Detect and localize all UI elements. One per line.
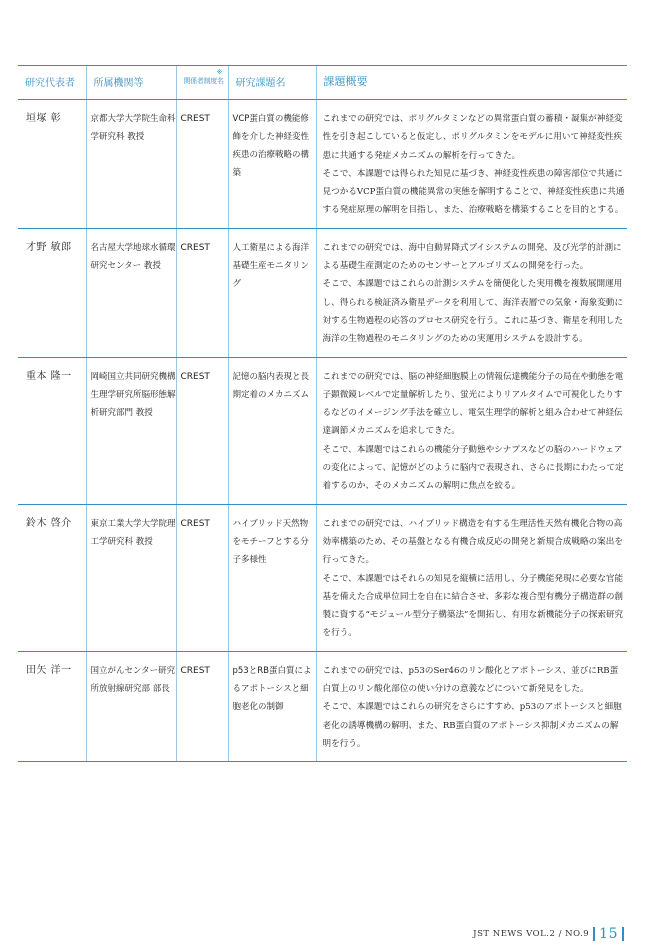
project-title-cell: p53とRB蛋白質によるアポトーシスと細胞老化の制御 [228, 651, 316, 761]
table-header-row [18, 66, 627, 100]
header-summary: 課題概要 [316, 66, 627, 100]
table-row [18, 100, 627, 229]
header-system [176, 66, 228, 100]
header-institution: 所属機関等 [86, 66, 176, 100]
summary-cell [316, 228, 627, 357]
researcher-name: 鈴木 啓介 [18, 504, 86, 651]
summary-paragraph: これまでの研究では、海中自動昇降式ブイシステムの開発、及び光学的計測による基礎生産測定のためのセンサーとアルゴリズムの開発を行った。 [322, 242, 622, 272]
page-number: 15 [599, 926, 618, 942]
page-footer [473, 926, 628, 942]
footer-divider [593, 927, 595, 941]
summary-paragraph: これまでの研究では、ハイブリッド構造を有する生理活性天然有機化合物の高効率構築のため、その基盤となる有機合成反応の開発と新規合成戦略の案出を行ってきた。 [322, 518, 623, 566]
summary-cell [316, 651, 627, 761]
summary-paragraph: そこで、本課題ではそれらの知見を縦横に活用し、分子機能発現に必要な官能基を備えた合成単位同士を自在に結合させ、多彩な複合型有機分子構造群の創製に資する“モジュール型分子構築法”を開拓し、有用な新機能分子の探索研究を行う。 [322, 573, 624, 639]
research-projects-table [18, 65, 627, 762]
table-row [18, 651, 627, 761]
institution-cell: 国立がんセンター研究所放射線研究部 部長 [86, 651, 176, 761]
institution-cell: 岡崎国立共同研究機構生理学研究所脳形態解析研究部門 教授 [86, 357, 176, 504]
project-title-cell: 記憶の脳内表現と長期定着のメカニズム [228, 357, 316, 504]
system-cell: CREST [176, 504, 228, 651]
summary-paragraph: そこで、本課題ではこれらの計測システムを簡便化した実用機を複数展開運用し、得られる検証済み衛星データを利用して、海洋表層での気象・海象変動に対する生物過程の応答のプロセス研究を行う。これに基づき、衛星を利用した海洋の生物過程のモニタリングのための実運用システムを設計する。 [322, 279, 624, 345]
researcher-name: 才野 敏郎 [18, 228, 86, 357]
header-project-title: 研究課題名 [228, 66, 316, 100]
researcher-name: 垣塚 彰 [18, 100, 86, 229]
summary-cell [316, 504, 627, 651]
system-cell: CREST [176, 100, 228, 229]
system-cell: CREST [176, 357, 228, 504]
summary-paragraph: そこで、本課題ではこれらの研究をさらにすすめ、p53のアポトーシスと細胞老化の誘導機構の解明、また、RB蛋白質のアポトーシス抑制メカニズムの解明を行う。 [322, 702, 622, 749]
summary-paragraph: これまでの研究では、脳の神経細胞膜上の情報伝達機能分子の局在や動態を電子顕微鏡レベルで定量解析したり、蛍光によりリアルタイムで可視化したりするなどのイメージング手法を確立し、電気生理学的解析と組み合わせて神経伝達調節メカニズムを追求してきた。 [322, 371, 624, 437]
summary-paragraph: これまでの研究では、p53のSer46のリン酸化とアポトーシス、並びにRB蛋白質上のリン酸化部位の使い分けの意義などについて新発見をした。 [322, 665, 619, 695]
institution-cell: 名古屋大学地球水循環研究センター 教授 [86, 228, 176, 357]
researcher-name: 田矢 洋一 [18, 651, 86, 761]
institution-cell: 京都大学大学院生命科学研究科 教授 [86, 100, 176, 229]
summary-cell [316, 100, 627, 229]
table-row [18, 228, 627, 357]
header-system-label: 関係者制度名 [183, 77, 224, 85]
header-system-note: ※ [216, 68, 223, 76]
table-row [18, 357, 627, 504]
summary-cell [316, 357, 627, 504]
institution-cell: 東京工業大学大学院理工学研究科 教授 [86, 504, 176, 651]
summary-paragraph: そこで、本課題では得られた知見に基づき、神経変性疾患の障害部位で共通に見つかるVCP蛋白質の機能異常の実態を解明することで、神経変性疾患に共通する発症原理の解明を目指し、また、治療戦略を構築することを目的とする。 [322, 168, 625, 216]
project-title-cell: 人工衛星による海洋基礎生産モニタリング [228, 228, 316, 357]
publication-label: JST NEWS VOL.2 / NO.9 [473, 929, 590, 939]
footer-divider [622, 927, 624, 941]
summary-paragraph: そこで、本課題ではこれらの機能分子動態やシナプスなどの脳のハードウェアの変化によって、記憶がどのように脳内で表現され、さらに長期にわたって定着するのか、そのメカニズムの解明に焦点を絞る。 [322, 444, 624, 492]
summary-paragraph: これまでの研究では、ポリグルタミンなどの異常蛋白質の蓄積・凝集が神経変性を引き起こしていると仮定し、ポリグルタミンをモデルに用いて神経変性疾患に共通する発症メカニズムの解析を行ってきた。 [322, 114, 623, 161]
researcher-name: 重本 隆一 [18, 357, 86, 504]
system-cell: CREST [176, 228, 228, 357]
project-title-cell: VCP蛋白質の機能修飾を介した神経変性疾患の治療戦略の構築 [228, 100, 316, 229]
system-cell: CREST [176, 651, 228, 761]
header-researcher: 研究代表者 [18, 66, 86, 100]
table-row [18, 504, 627, 651]
project-title-cell: ハイブリッド天然物をモチーフとする分子多様性 [228, 504, 316, 651]
